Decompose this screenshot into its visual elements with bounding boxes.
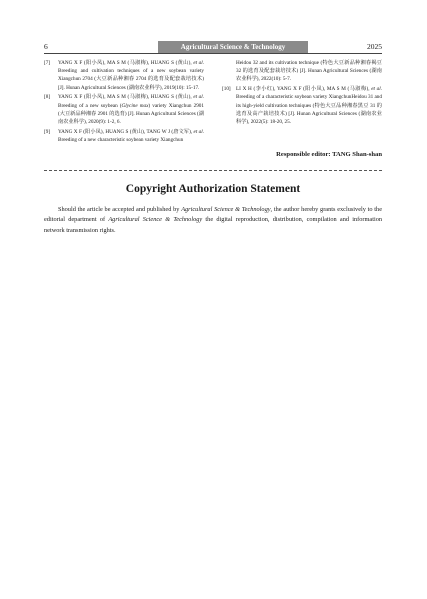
reference-number: [8]: [44, 94, 51, 101]
reference-text: LI X H (李小红), YANG X F (阳小凤), MA S M (马淑梅), et al. Breeding of a characteristic soybean variety XiangchunHeidou 31 and its high-yield cultivation techniques (特色大豆品种湘春黑豆 31 的选育及高产栽培技术) [J]. Hunan Agricultural Sciences (湖南农业科学), 2022(5): 18-20, 25.: [236, 86, 383, 126]
journal-title-bar: Agricultural Science & Technology: [158, 41, 308, 53]
reference-text: Heidou 32 and its cultivation technique (特色大豆新品种湘春褐豆 32 的选育及配套栽培技术) [J]. Hunan Agricultural Sciences (湖南农业科学), 2022(10): 5-7.: [236, 60, 382, 83]
reference-item: [222, 85, 382, 126]
statement-body: [44, 205, 382, 236]
reference-item: [44, 93, 204, 126]
reference-number: [7]: [44, 60, 51, 66]
header-rule: [44, 53, 382, 54]
page-header: [44, 41, 382, 53]
references-right-column: [222, 59, 382, 128]
reference-item-continued: [222, 59, 382, 84]
reference-text: YANG X F (阳小凤), MA S M (马淑梅), HUANG S (黄山), et al. Breeding and cultivation techniques of a new soybean variety Xiangchun 2704 (大豆新品种湘春 2704 的选育及配套栽培技术) [J]. Hunan Agricultural Sciences (湖南农业科学), 2019(10): 15-17.: [58, 60, 205, 91]
journal-name-italic: Agricultural Science & Technology: [181, 206, 271, 213]
responsible-editor: Responsible editor: TANG Shan-shan: [276, 151, 382, 158]
page-number: 6: [44, 42, 48, 51]
journal-name-italic: Agricultural Science & Technology: [108, 216, 203, 224]
statement-title: Copyright Authorization Statement: [125, 183, 301, 195]
header-year: 2025: [367, 42, 382, 51]
statement-part-2: , the author hereby grants exclusively to the editorial department of: [44, 206, 382, 224]
statement-part-1: Should the article be accepted and published by: [58, 206, 182, 213]
reference-item: [44, 59, 204, 92]
reference-text: YANG X F (阳小凤), HUANG S (黄山), TANG W J (唐文军), et al. Breeding of a new characteristic soybean variety Xiangchun: [58, 128, 204, 144]
reference-item: [44, 128, 204, 144]
statement-part-3: the digital reproduction, distribution, compilation and information network transmission rights.: [44, 216, 383, 234]
reference-number: [9]: [44, 128, 51, 135]
dashed-separator: [44, 170, 382, 171]
references-left-column: [44, 59, 204, 146]
reference-number: [10]: [222, 86, 231, 93]
reference-text: YANG X F (阳小凤), MA S M (马淑梅), HUANG S (黄山), et al. Breeding of a new soybean (Glycine max) variety Xiangchun 2901 (大豆新品种湘春 2901 的选育) [J]. Hunan Agricultural Sciences (湖南农业科学), 2020(9): 1-2, 6.: [58, 94, 205, 126]
